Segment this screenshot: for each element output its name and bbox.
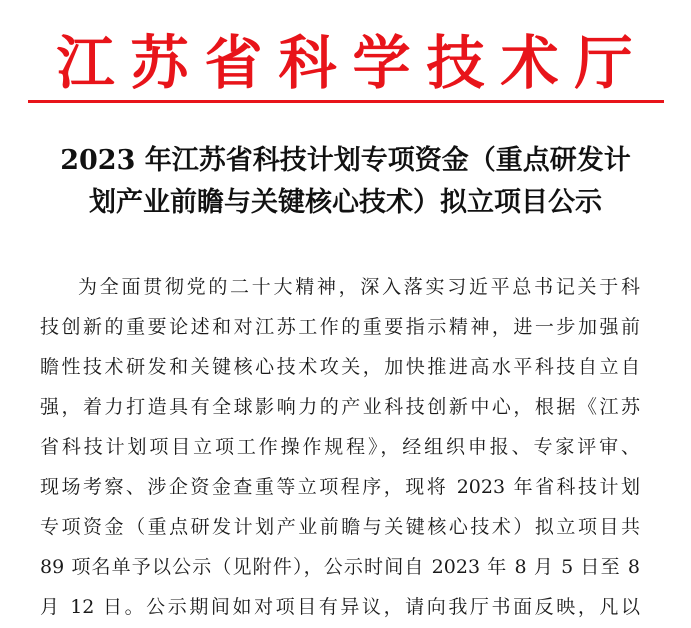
- body-line: 技创新的重要论述和对江苏工作的重要指示精神，进一步加强前: [40, 316, 640, 338]
- body-line: 89 项名单予以公示（见附件），公示时间自 2023 年 8 月 5 日至 8: [40, 556, 640, 578]
- masthead-org-name: 江苏省科学技术厅: [56, 29, 649, 97]
- title-line-1: 2023 年江苏省科技计划专项资金（重点研发计: [60, 145, 631, 176]
- body-line: 省科技计划项目立项工作操作规程》，经组织申报、专家评审、: [40, 436, 640, 458]
- masthead-divider-line: [28, 100, 664, 103]
- document-title: [20, 140, 671, 224]
- body-line: 瞻性技术研发和关键核心技术攻关，加快推进高水平科技自立自: [40, 356, 640, 378]
- body-line: 现场考察、涉企资金查重等立项程序，现将 2023 年省科技计划: [40, 476, 640, 498]
- document-body: [40, 267, 640, 627]
- body-line: 专项资金（重点研发计划产业前瞻与关键核心技术）拟立项目共: [40, 516, 640, 538]
- body-line: 月 12 日。公示期间如对项目有异议，请向我厅书面反映，凡以: [40, 596, 640, 618]
- body-line: 为全面贯彻党的二十大精神，深入落实习近平总书记关于科: [78, 276, 640, 298]
- title-line-2: 划产业前瞻与关键核心技术）拟立项目公示: [89, 187, 602, 218]
- body-line: 强，着力打造具有全球影响力的产业科技创新中心，根据《江苏: [40, 396, 640, 418]
